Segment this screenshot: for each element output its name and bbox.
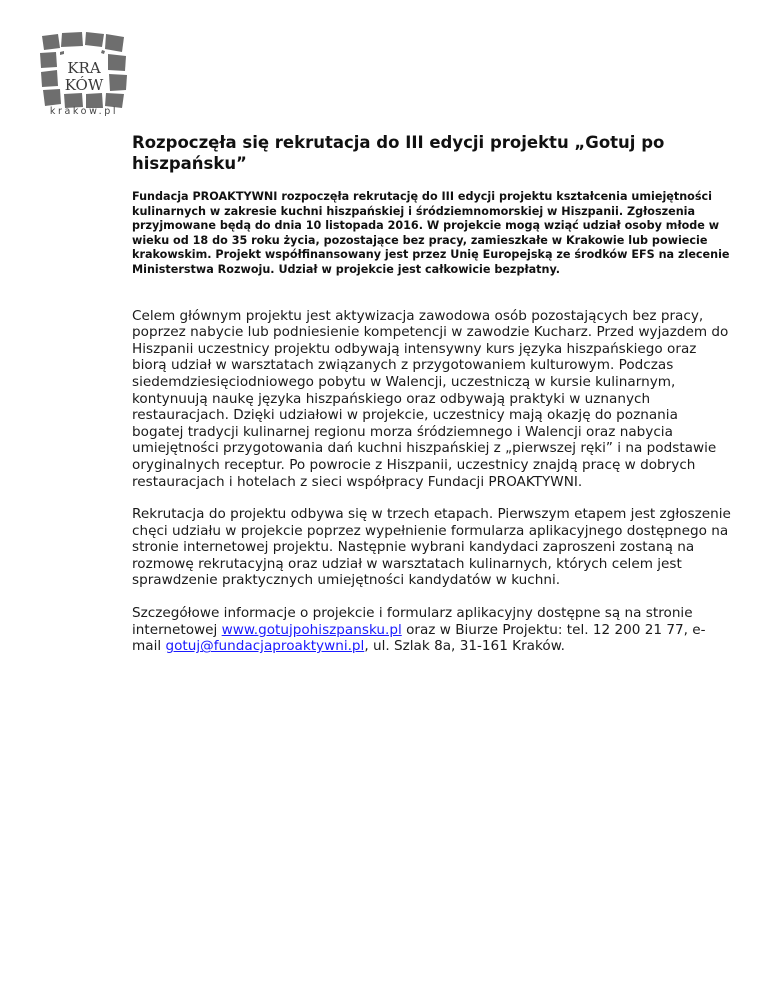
logo-text-line2: KÓW xyxy=(64,76,104,94)
article-lead: Fundacja PROAKTYWNI rozpoczęła rekrutację do III edycji projektu kształcenia umiejętności kulinarnych w zakresie kuchni hiszpańskiej i śródziemnomorskiej w Hiszpanii. Zgłoszenia przyjmowane będą do dnia 10 listopada 2016. W projekcie mogą wziąć udział osoby młode w wieku od 18 do 35 roku życia, pozostające bez pracy, zamieszkałe w Krakowie lub powiecie krakowskim. Projekt współfinansowany jest przez Unię Europejską ze środków EFS na zlecenie Ministerstwa Rozwoju. Udział w projekcie jest całkowicie bezpłatny. xyxy=(132,190,730,276)
logo-caption: krakow.pl xyxy=(49,106,119,117)
logo-text-line1: KRA xyxy=(67,59,101,77)
paragraph-3-text-start: Szczegółowe informacje o projekcie i formularz aplikacyjny dostępne są na stronie internetowej xyxy=(132,605,693,638)
article-paragraph-3 xyxy=(132,605,732,655)
article-paragraph-2: Rekrutacja do projektu odbywa się w trzech etapach. Pierwszym etapem jest zgłoszenie chęci udziału w projekcie poprzez wypełnienie formularza aplikacyjnego dostępnego na stronie internetowej projektu. Następnie wybrani kandydaci zaproszeni zostaną na rozmowę rekrutacyjną oraz udział w warsztatach kulinarnych, których celem jest sprawdzenie praktycznych umiejętności kandydatów w kuchni. xyxy=(132,506,731,589)
article-paragraph-1: Celem głównym projektu jest aktywizacja zawodowa osób pozostających bez pracy, poprzez nabycie lub podniesienie kompetencji w zawodzie Kucharz. Przed wyjazdem do Hiszpanii uczestnicy projektu odbywają intensywny kurs języka hiszpańskiego oraz biorą udział w warsztatach związanych z przygotowaniem kulturowym. Podczas siedemdziesięciodniowego pobytu w Walencji, uczestniczą w kursie kulinarnym, kontynuują naukę języka hiszpańskiego oraz odbywają praktyki w uznanych restauracjach. Dzięki udziałowi w projekcie, uczestnicy mają okazję do poznania bogatej tradycji kulinarnej regionu morza śródziemnego i Walencji oraz nabycia umiejętności przygotowania dań kuchni hiszpańskiej z „pierwszej ręki” i na podstawie oryginalnych receptur. Po powrocie z Hiszpanii, uczestnicy znajdą pracę w dobrych restauracjach i hotelach z sieci współpracy Fundacji PROAKTYWNI. xyxy=(132,307,729,490)
paragraph-3-text-middle: oraz w Biurze Projektu: tel. 12 200 21 77, e-mail xyxy=(132,621,706,655)
article xyxy=(132,132,732,671)
article-title: Rozpoczęła się rekrutacja do III edycji projektu „Gotuj po hiszpańsku” xyxy=(132,133,665,173)
project-website-link[interactable]: www.gotujpohiszpansku.pl xyxy=(221,621,402,638)
contact-email-link[interactable]: gotuj@fundacjaproaktywni.pl xyxy=(165,638,365,655)
paragraph-3-text-end: , ul. Szlak 8a, 31-161 Kraków. xyxy=(364,638,565,655)
krakow-logo-mark xyxy=(38,30,130,110)
